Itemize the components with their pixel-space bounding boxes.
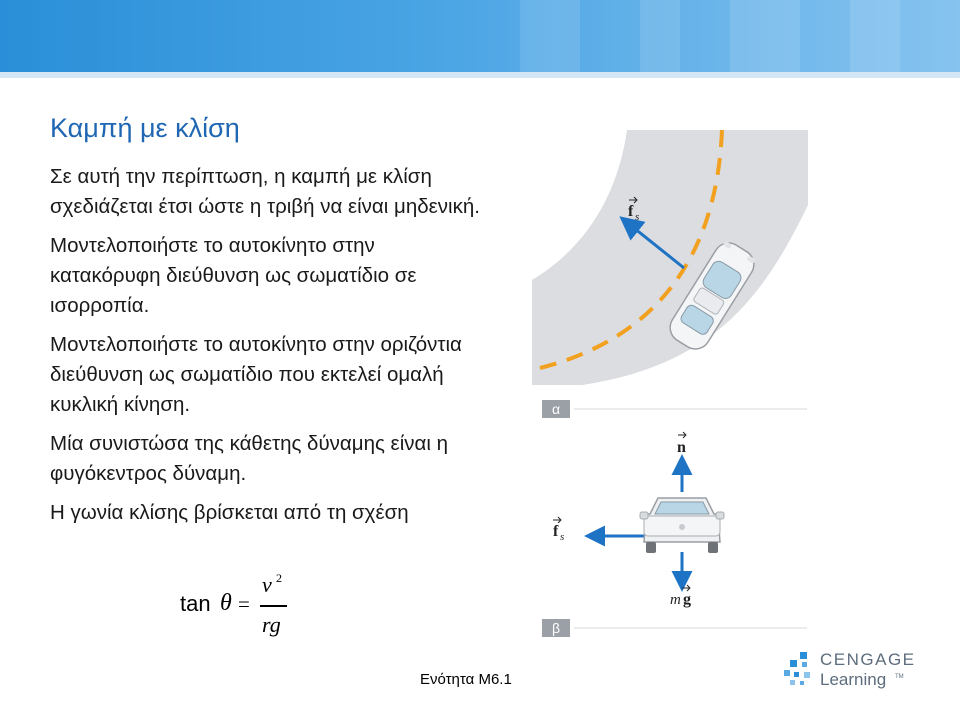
paragraph-2: Μοντελοποιήστε το αυτοκίνητο στην κατακόρυφη διεύθυνση ως σωματίδιο σε ισορροπία.: [50, 234, 417, 317]
cengage-logo: [782, 648, 922, 694]
banking-angle-formula: [180, 571, 310, 645]
label-fs-side: [553, 517, 564, 543]
label-n: [677, 432, 686, 456]
logo-trademark: TM: [895, 674, 904, 680]
formula-denominator: rg: [262, 612, 281, 637]
svg-text:n: n: [677, 439, 686, 456]
logo-text-learning: Learning: [820, 670, 887, 689]
section-footer: Ενότητα Μ6.1: [420, 671, 512, 688]
banked-curve-figure: [532, 130, 808, 640]
panel-b: [553, 432, 724, 608]
header-banner: [0, 0, 960, 72]
slide-body: [50, 162, 490, 537]
svg-text:f: f: [628, 203, 634, 220]
paragraph-5: Η γωνία κλίσης βρίσκεται από τη σχέση: [50, 501, 409, 524]
paragraph-4: Μία συνιστώσα της κάθετης δύναμης είναι η φυγόκεντρος δύναμη.: [50, 432, 449, 485]
formula-numerator: v: [262, 572, 272, 597]
formula-fraction-bar: [260, 605, 287, 607]
formula-theta: θ: [220, 590, 232, 616]
banner-divider: [0, 72, 960, 78]
svg-text:f: f: [553, 523, 559, 540]
paragraph-1: Σε αυτή την περίπτωση, η καμπή με κλίση σχεδιάζεται έτσι ώστε η τριβή να είναι μηδενική.: [50, 165, 480, 218]
svg-text:β: β: [551, 620, 561, 636]
formula-tan: tan: [180, 591, 211, 616]
cengage-logo-mark-icon: [782, 650, 818, 690]
panel-a: [532, 130, 808, 385]
formula-exponent: 2: [276, 571, 282, 585]
formula-equals: =: [238, 592, 250, 616]
svg-text:s: s: [560, 531, 565, 543]
svg-text:m: m: [670, 592, 681, 608]
svg-text:α: α: [551, 401, 561, 417]
svg-text:g: g: [683, 591, 691, 608]
svg-text:s: s: [635, 211, 640, 223]
panel-b-label: [542, 619, 807, 637]
slide-title: Καμπή με κλίση: [50, 113, 240, 143]
label-mg: [670, 585, 691, 608]
paragraph-3: Μοντελοποιήστε το αυτοκίνητο στην οριζόντια διεύθυνση ως σωματίδιο που εκτελεί ομαλή κυκλική κίνηση.: [50, 333, 462, 416]
logo-text-cengage: CENGAGE: [820, 650, 916, 669]
panel-a-label: [542, 400, 807, 418]
car-rear-view: [640, 498, 724, 553]
